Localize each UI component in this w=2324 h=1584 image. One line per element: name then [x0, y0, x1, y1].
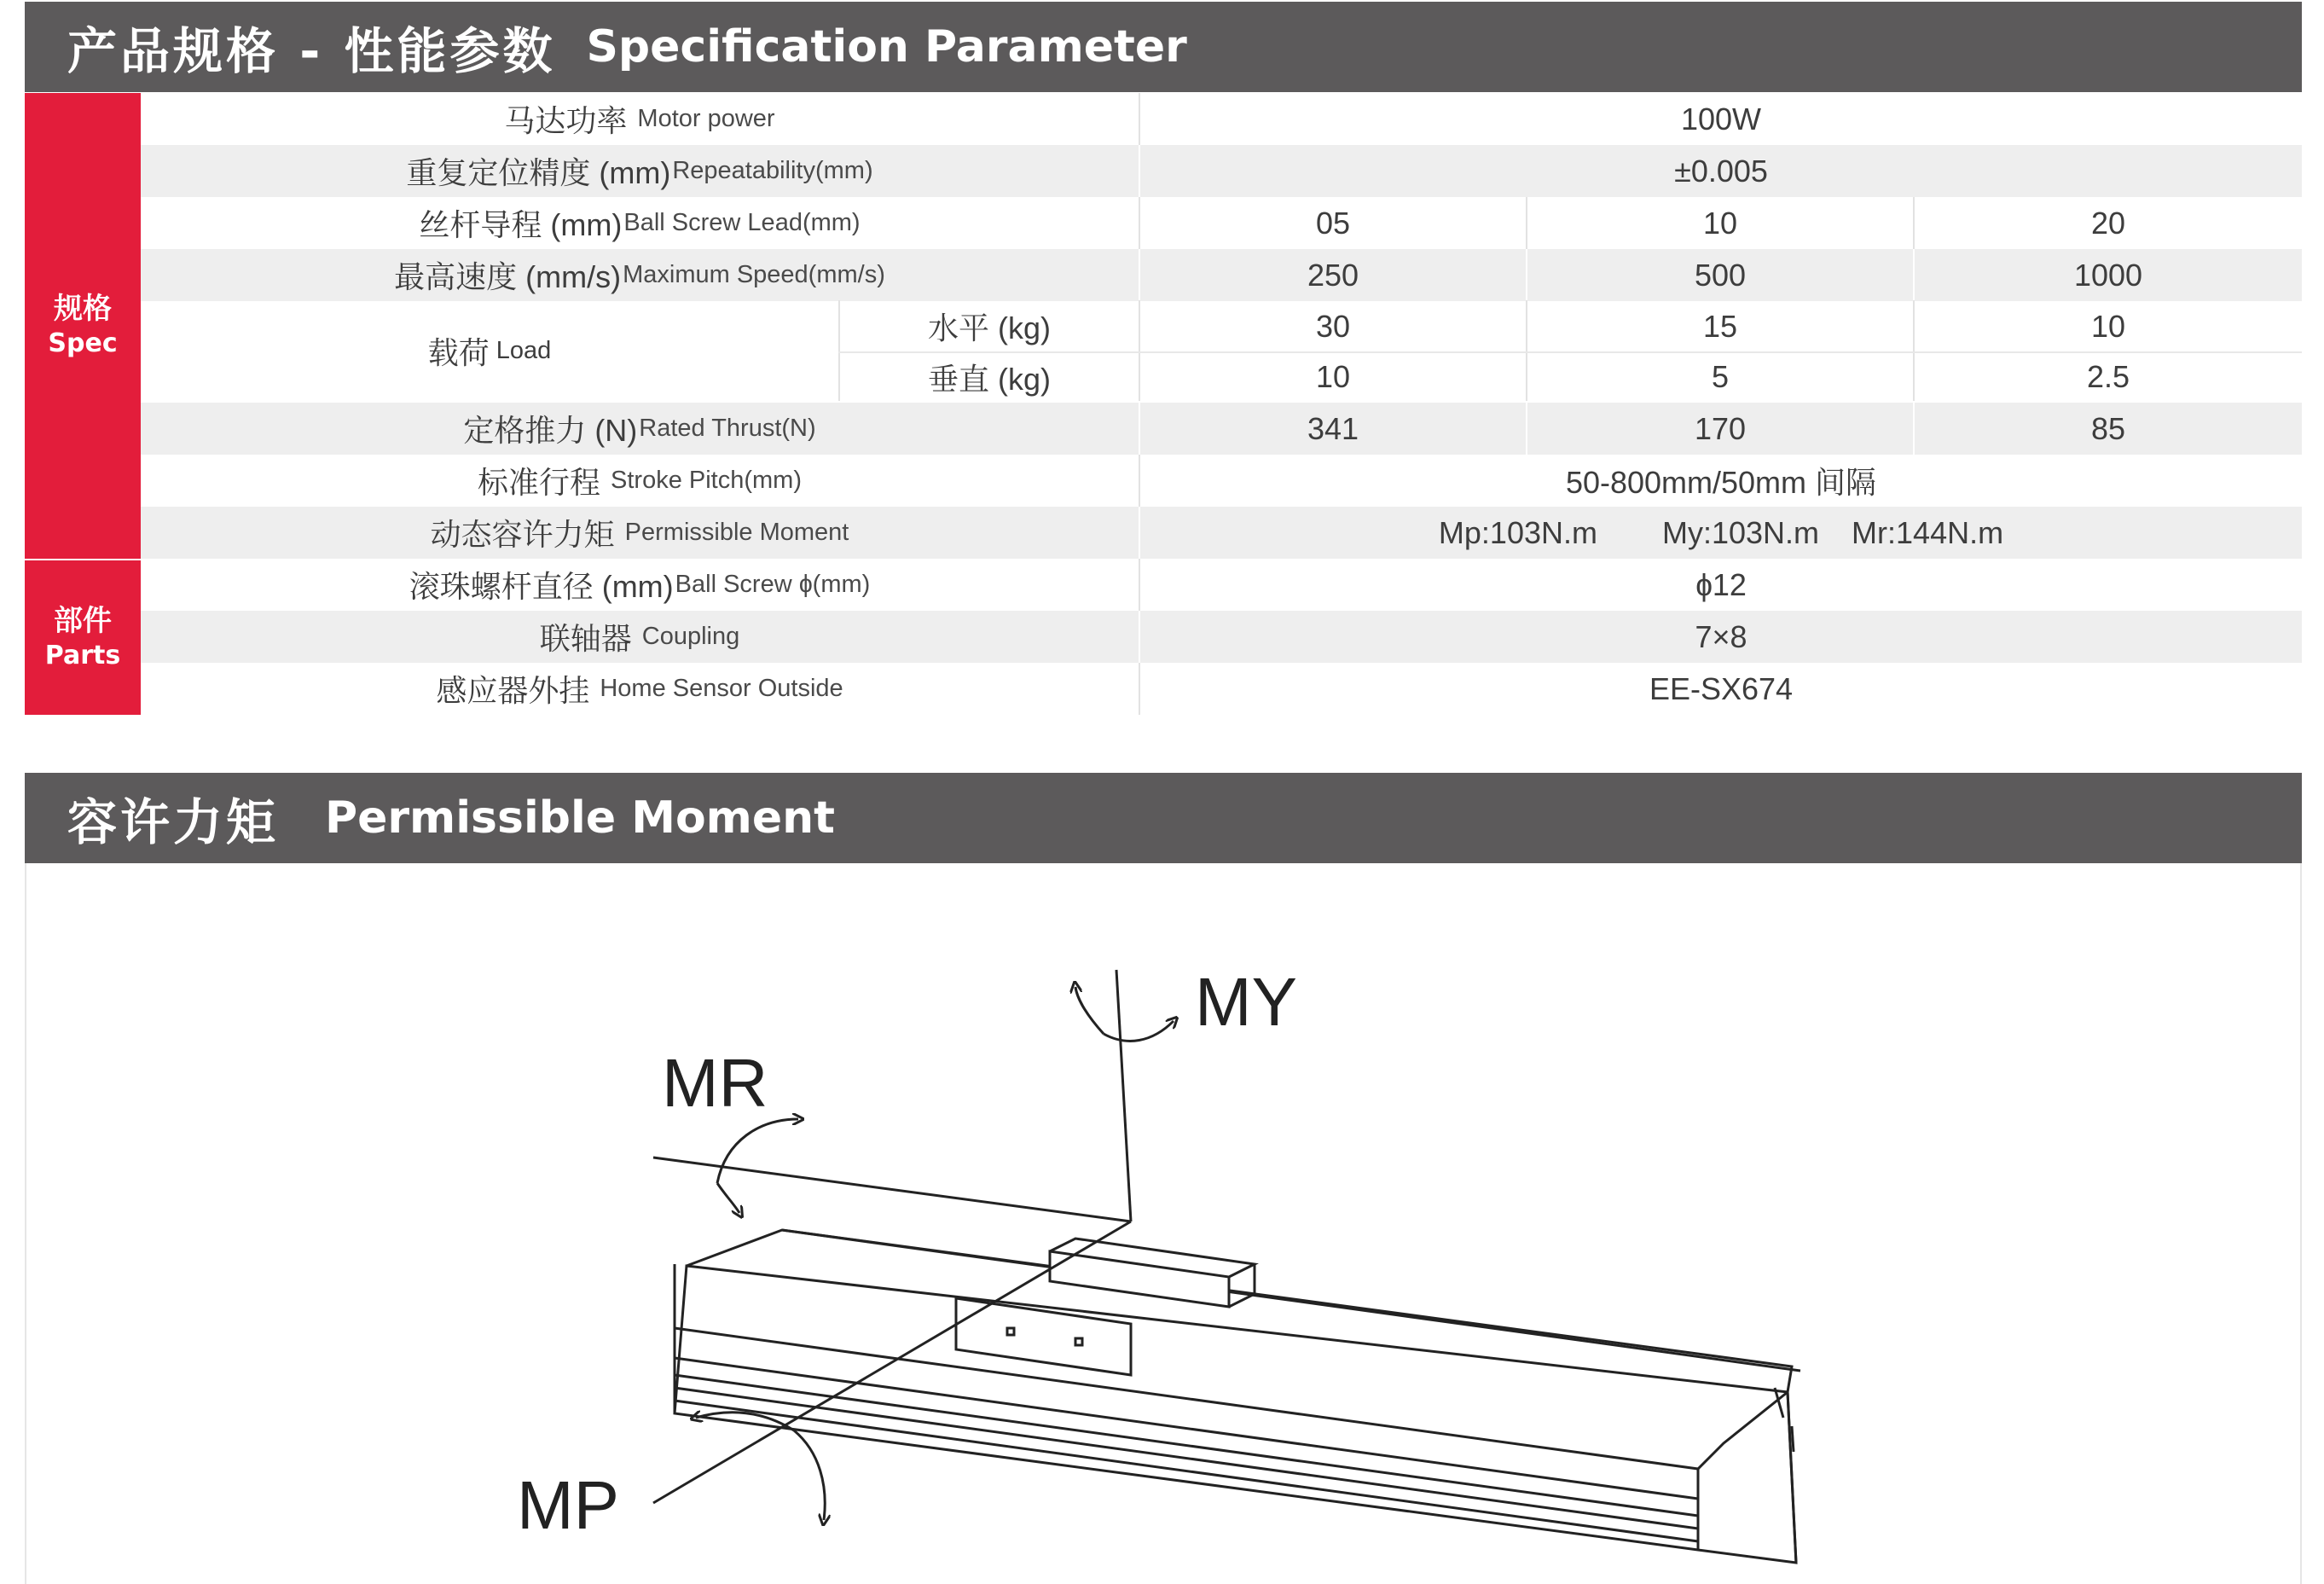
- side-label-spec-en: Spec: [48, 328, 118, 358]
- value-cell: 20: [2090, 205, 2126, 241]
- row-label: [141, 507, 1139, 559]
- row-label: [141, 403, 1139, 455]
- label-cn: 动态容许力矩: [430, 517, 615, 552]
- label-en: Ball Screw Lead(mm): [623, 209, 861, 236]
- moment-mr: Mr:144N.m: [1852, 514, 2004, 550]
- sub-label: 水平 (kg): [927, 310, 1051, 345]
- label-en: Maximum Speed(mm/s): [623, 261, 885, 288]
- value-cell: 30: [1315, 308, 1351, 344]
- row-load-horizontal: [838, 300, 2302, 352]
- row-label: [141, 611, 1139, 663]
- spec-section-header: [25, 2, 2302, 92]
- load-label: [141, 300, 838, 401]
- label-en: Ball Screw ɸ(mm): [675, 571, 871, 598]
- axis-label-mp: MP: [517, 1467, 619, 1543]
- value-cell: 10: [2090, 308, 2126, 344]
- value-cell: 1000: [2073, 257, 2143, 293]
- row-label: [141, 663, 1139, 715]
- row-coupling: [141, 611, 2302, 663]
- row-max-speed: [141, 249, 2302, 301]
- axis-label-my: MY: [1195, 964, 1297, 1040]
- label-cn: 标准行程: [477, 465, 600, 500]
- label-en: Repeatability(mm): [672, 157, 873, 184]
- label-en: Coupling: [641, 623, 740, 650]
- row-motor-power: [141, 93, 2302, 145]
- row-home-sensor: [141, 663, 2302, 715]
- label-en: Permissible Moment: [624, 519, 849, 546]
- moment-diagram: [26, 863, 2300, 1584]
- row-rated-thrust: [141, 403, 2302, 455]
- label-cn: 重复定位精度 (mm): [406, 155, 671, 190]
- label-cn: 最高速度 (mm/s): [394, 259, 622, 294]
- moment-title-cn: 容许力矩: [67, 793, 280, 851]
- row-repeatability: [141, 145, 2302, 197]
- row-label: [141, 145, 1139, 197]
- row-ball-screw-dia: [141, 559, 2302, 611]
- label-en: Rated Thrust(N): [639, 415, 816, 442]
- label-cn: 载荷: [427, 334, 490, 370]
- row-label: [141, 455, 1139, 507]
- value-cell: 85: [2090, 410, 2126, 446]
- value-cell: 5: [1711, 359, 1730, 394]
- axis-label-mr: MR: [662, 1045, 768, 1121]
- label-cn: 丝杆导程 (mm): [419, 207, 623, 242]
- label-en: Stroke Pitch(mm): [611, 467, 802, 494]
- label-cn: 滚珠螺杆直径 (mm): [409, 569, 674, 604]
- row-load-vertical: [838, 353, 2302, 401]
- side-label-spec: [25, 93, 141, 559]
- value-cell: [1140, 507, 2302, 559]
- moment-title-en: Permissible Moment: [325, 792, 835, 844]
- value-cell: 05: [1315, 205, 1351, 241]
- value-cell: 250: [1307, 257, 1359, 293]
- actuator-drawing: [653, 970, 1800, 1563]
- label-en: Home Sensor Outside: [600, 675, 843, 702]
- value-cell: 341: [1307, 410, 1359, 446]
- row-label: [141, 93, 1139, 145]
- value-cell: 2.5: [2086, 359, 2130, 394]
- row-permissible-moment: [141, 507, 2302, 559]
- row-stroke-pitch: [141, 455, 2302, 507]
- moment-mp: Mp:103N.m: [1438, 514, 1597, 550]
- label-en: Motor power: [637, 105, 775, 132]
- side-label-parts-en: Parts: [44, 640, 121, 670]
- row-label: [141, 249, 1139, 301]
- value-cell: 10: [1315, 359, 1351, 394]
- spec-title-cn: 产品规格 - 性能参数: [67, 22, 556, 80]
- moment-diagram-frame: [25, 863, 2302, 1584]
- side-label-parts: [25, 560, 141, 715]
- moment-section-header: [25, 773, 2302, 863]
- row-ball-screw-lead: [141, 197, 2302, 249]
- label-cn: 马达功率: [504, 103, 628, 138]
- side-label-spec-cn: 规格: [54, 292, 112, 326]
- moment-my: My:103N.m: [1662, 514, 1820, 550]
- value-cell: ɸ12: [1695, 566, 1747, 602]
- value-cell: 170: [1694, 410, 1747, 446]
- spec-title-en: Specification Parameter: [586, 21, 1187, 73]
- value-cell: 500: [1694, 257, 1747, 293]
- sub-label: 垂直 (kg): [927, 361, 1051, 397]
- value-cell: EE-SX674: [1649, 670, 1794, 706]
- label-cn: 感应器外挂: [436, 673, 590, 708]
- side-label-parts-cn: 部件: [54, 603, 112, 638]
- value-cell: 10: [1702, 205, 1738, 241]
- value-cell: 15: [1702, 308, 1738, 344]
- label-en: Load: [496, 336, 552, 364]
- value-cell: ±0.005: [1674, 153, 1768, 189]
- label-cn: 联轴器: [539, 621, 632, 656]
- value-cell: 50-800mm/50mm 间隔: [1565, 465, 1877, 500]
- value-cell: 7×8: [1695, 618, 1747, 654]
- value-cell: 100W: [1680, 101, 1762, 136]
- label-cn: 定格推力 (N): [463, 413, 638, 448]
- row-label: [141, 197, 1139, 249]
- row-label: [141, 559, 1139, 611]
